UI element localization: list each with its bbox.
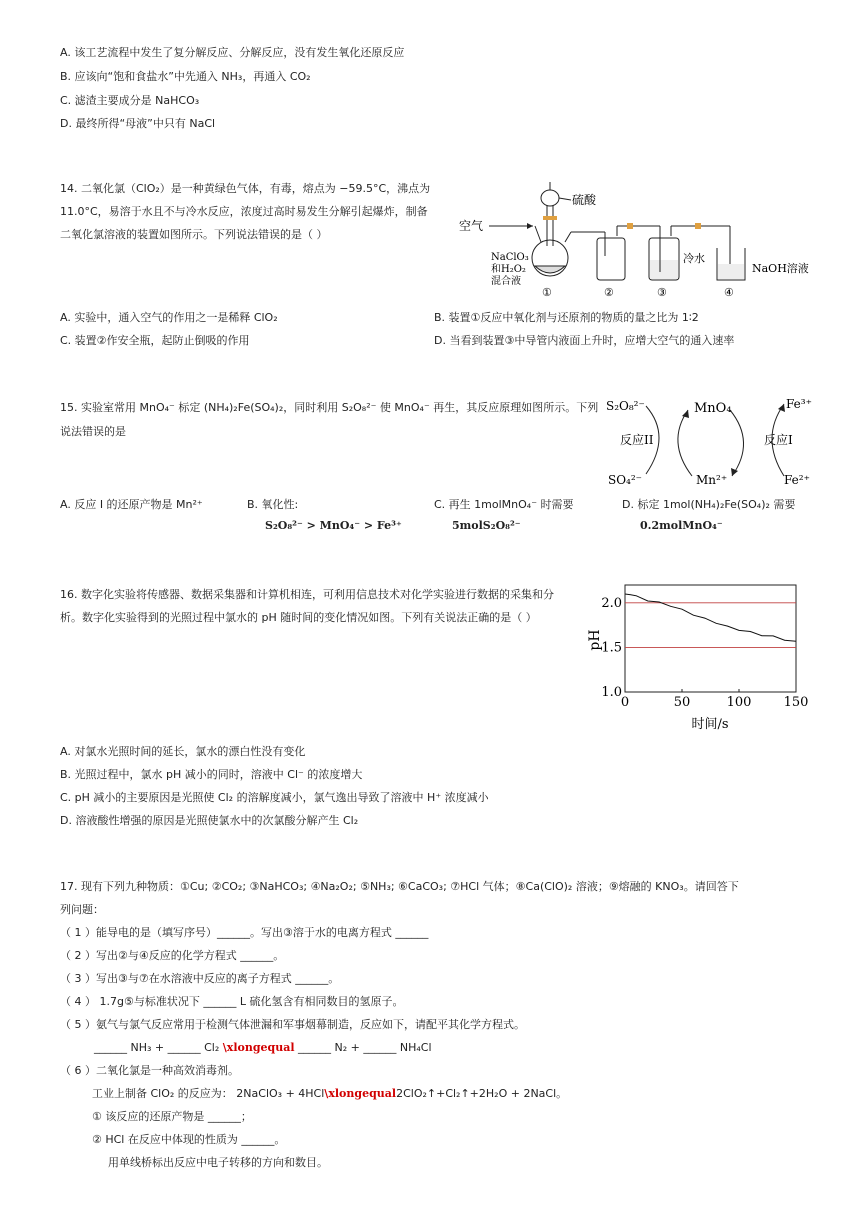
q16-option-a: A. 对氯水光照时间的延长，氯水的漂白性没有变化 [60,745,306,758]
naoh-label: NaOH溶液 [752,262,809,275]
q13-option-a: A. 该工艺流程中发生了复分解反应、分解反应，没有发生氧化还原反应 [60,46,405,59]
mix-label-3: 混合液 [491,276,521,287]
q14-stem-line1: 14. 二氧化氯（ClO₂）是一种黄绿色气体，有毒，熔点为 −59.5°C，沸点为 [60,182,431,195]
ph-series-line [625,594,796,641]
reaction-cycle-figure [600,392,818,490]
p6-reaction-right: 2ClO₂↑+Cl₂↑+2H₂O + 2NaCl。 [396,1087,568,1100]
q17-part5-equation [94,1040,432,1056]
q14-option-d: D. 当看到装置③中导管内液面上升时，应增大空气的通入速率 [434,334,735,347]
q15-option-d-line1: D. 标定 1mol(NH₄)₂Fe(SO₄)₂ 需要 [622,498,796,511]
q14-stem-line2: 11.0°C，易溶于水且不与冷水反应，浓度过高时易发生分解引起爆炸，制备 [60,205,428,218]
label-1: ① [542,286,552,299]
eq5-xlongequal: \xlongequal [222,1041,295,1054]
q13-option-b: B. 应该向“饱和食盐水”中先通入 NH₃，再通入 CO₂ [60,70,311,83]
mn2-label: Mn²⁺ [696,473,728,487]
apparatus-figure [455,176,815,300]
q15-stem-line2: 说法错误的是 [60,425,126,438]
reaction-ii-label: 反应II [620,433,654,447]
fe3-label: Fe³⁺ [786,397,812,411]
acid-label: 硫酸 [572,193,597,207]
so4-label: SO₄²⁻ [608,473,643,487]
q15-option-c-line1: C. 再生 1molMnO₄⁻ 时需要 [434,498,574,511]
q17-part4: （ 4 ） 1.7g⑤与标准状况下 ______ L 硫化氢含有相同数目的氢原子。 [60,995,404,1008]
cold-water-label: 冷水 [683,252,705,265]
q15-option-a: A. 反应 I 的还原产物是 Mn²⁺ [60,498,203,511]
mno4-label: MnO₄ [694,401,732,416]
y-axis-label: pH [587,629,603,651]
q14-stem-line3: 二氧化氯溶液的装置如图所示。下列说法错误的是（ ） [60,228,328,241]
label-4: ④ [724,286,734,299]
q15-option-b-label: B. 氧化性: [247,498,299,511]
x-tick-label: 150 [783,695,809,710]
x-tick-label: 50 [673,695,691,710]
x-tick-label: 0 [620,695,630,710]
q17-stem-line1: 17. 现有下列九种物质：①Cu; ②CO₂; ③NaHCO₃; ④Na₂O₂; ⑤NH₃; ⑥CaCO₃; ⑦HCl 气体；⑧Ca(ClO)₂ 溶液；⑨熔融的 KNO₃。请回答下 [60,880,739,893]
q14-option-c: C. 装置②作安全瓶，起防止倒吸的作用 [60,334,250,347]
q15-option-c-line2: 5molS₂O₈²⁻ [452,519,521,532]
mix-label-1: NaClO₃ [491,252,529,263]
q15-option-b-content: S₂O₈²⁻ > MnO₄⁻ > Fe³⁺ [265,519,402,532]
s2o8-label: S₂O₈²⁻ [606,399,645,413]
q17-part6-reaction [92,1086,567,1102]
q16-option-c: C. pH 减小的主要原因是光照使 Cl₂ 的溶解度减小，氯气逸出导致了溶液中 H⁺ 浓度减小 [60,791,489,804]
q16-stem-line2: 析。数字化实验得到的光照过程中氯水的 pH 随时间的变化情况如图。下列有关说法正确的是（ ） [60,611,537,624]
q14-option-b: B. 装置①反应中氧化剂与还原剂的物质的量之比为 1∶2 [434,311,699,324]
x-axis-label: 时间/s [691,717,729,732]
q17-part6-q1: ① 该反应的还原产物是 ______； [92,1110,252,1123]
eq5-left: ______ NH₃ + ______ Cl₂ [94,1041,223,1054]
q14-option-a: A. 实验中，通入空气的作用之一是稀释 ClO₂ [60,311,278,324]
y-tick-label: 2.0 [601,595,622,611]
air-label: 空气 [459,219,484,233]
q17-part1: （ 1 ）能导电的是（填写序号）______。写出③溶于水的电离方程式 ______ [60,926,429,939]
x-tick-label: 100 [726,695,752,710]
ph-chart [585,578,815,733]
q13-option-c: C. 滤渣主要成分是 NaHCO₃ [60,94,200,107]
q17-part6-q2: ② HCl 在反应中体现的性质为 ______。 [92,1133,286,1146]
y-tick-label: 1.0 [601,685,622,700]
fe2-label: Fe²⁺ [784,473,810,487]
q17-part6-q3: 用单线桥标出反应中电子转移的方向和数目。 [108,1156,328,1169]
reaction-i-label: 反应I [764,433,793,447]
eq5-right: ______ N₂ + ______ NH₄Cl [294,1041,432,1054]
q17-part3: （ 3 ）写出③与⑦在水溶液中反应的离子方程式 ______。 [60,972,340,985]
q15-stem-line1: 15. 实验室常用 MnO₄⁻ 标定 (NH₄)₂Fe(SO₄)₂，同时利用 S₂O₈²⁻ 使 MnO₄⁻ 再生，其反应原理如图所示。下列 [60,401,599,414]
q16-option-b: B. 光照过程中，氯水 pH 减小的同时，溶液中 Cl⁻ 的浓度增大 [60,768,363,781]
y-tick-label: 1.5 [601,640,622,656]
q17-part6: （ 6 ）二氧化氯是一种高效消毒剂。 [60,1064,239,1077]
q17-part5: （ 5 ）氨气与氯气反应常用于检测气体泄漏和军事烟幕制造，反应如下，请配平其化学方程式。 [60,1018,525,1031]
label-2: ② [604,286,614,299]
q17-stem-line2: 列问题： [60,903,104,916]
q16-stem-line1: 16. 数字化实验将传感器、数据采集器和计算机相连，可利用信息技术对化学实验进行数据的采集和分 [60,588,554,601]
mix-label-2: 和H₂O₂ [491,264,526,275]
q17-part2: （ 2 ）写出②与④反应的化学方程式 ______。 [60,949,285,962]
q13-option-d: D. 最终所得“母液”中只有 NaCl [60,117,216,130]
q16-option-d: D. 溶液酸性增强的原因是光照使氯水中的次氯酸分解产生 Cl₂ [60,814,359,827]
p6-xlongequal: \xlongequal [324,1087,397,1100]
p6-reaction-left: 工业上制备 ClO₂ 的反应为： 2NaClO₃ + 4HCl [92,1087,325,1100]
q15-option-d-line2: 0.2molMnO₄⁻ [640,519,723,532]
label-3: ③ [657,286,667,299]
